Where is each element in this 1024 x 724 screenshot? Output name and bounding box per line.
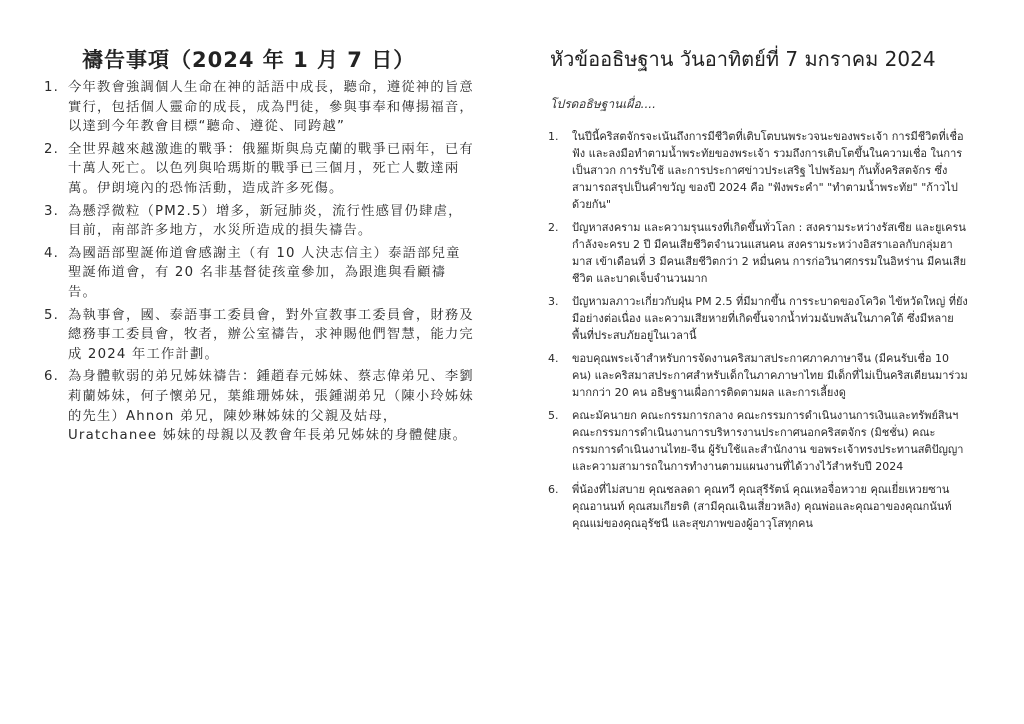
- list-item: [548, 293, 968, 344]
- list-item: [548, 128, 968, 213]
- list-item: [548, 350, 968, 401]
- item-text: 為國語部聖誕佈道會感謝主（有 10 人決志信主）泰語部兒童聖誕佈道會，有 20 名非基督徒孩童參加，為跟進與看顧禱告。: [68, 245, 461, 300]
- chinese-prayer-list: [44, 78, 474, 449]
- item-text: พี่น้องที่ไม่สบาย คุณชลลดา คุณทวี คุณสุรีรัตน์ คุณเหอจื่อหวาย คุณเยี่ยเหวยซาน คุณอานนท์ คุณสมเกียรติ (สามีคุณเฉินเสี่ยวหลิง) คุณพ่อและคุณอาของคุณกนันท์ คุณแม่ของคุณอุรัชนี และสุขภาพของผู้อาวุโสทุกคน: [572, 483, 952, 530]
- item-number: 4.: [548, 352, 559, 365]
- list-item: [44, 78, 474, 137]
- item-number: 5.: [548, 409, 559, 422]
- item-text: 為執事會，國、泰語事工委員會，對外宣教事工委員會，財務及總務事工委員會，牧者，辦公室禱告，求神賜他們智慧，能力完成 2024 年工作計劃。: [68, 307, 474, 362]
- item-number: 1.: [44, 80, 60, 95]
- item-number: 2.: [548, 221, 559, 234]
- list-item: [44, 202, 474, 241]
- item-text: 全世界越來越激進的戰爭：俄羅斯與烏克蘭的戰爭已兩年，已有十萬人死亡。以色列與哈瑪斯的戰爭已三個月，死亡人數達兩萬。伊朗境內的恐怖活動，造成許多死傷。: [68, 141, 474, 196]
- item-number: 3.: [44, 203, 60, 219]
- thai-prayer-list: [548, 128, 968, 538]
- item-text: 為懸浮微粒（PM2.5）增多，新冠肺炎，流行性感冒仍肆虐，目前，南部許多地方，水災所造成的損失禱告。: [68, 203, 463, 239]
- chinese-title: 禱告事項（2024 年 1 月 7 日）: [82, 48, 416, 72]
- item-text: ปัญหามลภาวะเกี่ยวกับฝุ่น PM 2.5 ที่มีมากขึ้น การระบาดของโควิด ไข้หวัดใหญ่ ที่ยังมีอย่างต่อเนื่อง และความเสียหายที่เกิดขึ้นจากน้ำท่วมฉับพลันในภาคใต้ ซึ่งมีหลายพื้นที่ประสบภัยอยู่ในเวลานี้: [572, 295, 968, 342]
- item-number: 6.: [44, 369, 60, 385]
- item-text: ปัญหาสงคราม และความรุนแรงที่เกิดขึ้นทั่วโลก : สงครามระหว่างรัสเซีย และยูเครน กำลังจะครบ 2 ปี มีคนเสียชีวิตจำนวนแสนคน สงครามระหว่างอิสราเอลกับกลุ่มฮามาส เข้าเดือนที่ 3 มีคนเสียชีวิตกว่า 2 หมื่นคน การก่อวินาศกรรมในอิหร่าน มีคนเสียชีวิต และบาดเจ็บจำนวนมาก: [572, 221, 967, 285]
- item-number: 1.: [548, 130, 559, 143]
- list-item: [44, 367, 474, 445]
- list-item: [548, 481, 968, 532]
- item-text: ในปีนี้คริสตจักรจะเน้นถึงการมีชีวิตที่เติบโตบนพระวจนะของพระเจ้า การมีชีวิตที่เชื่อฟัง และลงมือทำตามน้ำพระทัยของพระเจ้า รวมถึงการเติบโตขึ้นในความเชื่อ ในการเป็นสาวก การรับใช้ และการประกาศข่าวประเสริฐ ไปพร้อมๆ กันทั้งคริสตจักร ซึ่งสามารถสรุปเป็นคำขวัญ ของปี 2024 คือ "ฟังพระคำ" "ทำตามน้ำพระทัย" "ก้าวไปด้วยกัน": [572, 130, 964, 211]
- item-number: 5.: [44, 307, 60, 323]
- list-item: [44, 306, 474, 365]
- thai-subtitle: โปรดอธิษฐานเผื่อ....: [550, 97, 656, 111]
- item-number: 4.: [44, 245, 60, 261]
- item-number: 6.: [548, 483, 559, 496]
- item-text: คณะมัคนายก คณะกรรมการกลาง คณะกรรมการดำเนินงานการเงินและทรัพย์สินฯ คณะกรรมการดำเนินงานการบริหารงานประกาศนอกคริสตจักร (มิชชั่น) คณะกรรมการดำเนินงานไทย-จีน ผู้รับใช้และสำนักงาน ขอพระเจ้าทรงประทานสติปัญญา และความสามารถในการทำงานตามแผนงานที่ได้วางไว้สำหรับปี 2024: [572, 409, 964, 473]
- list-item: [548, 219, 968, 287]
- item-number: 2.: [44, 141, 60, 157]
- list-item: [548, 407, 968, 475]
- item-text: 今年教會強調個人生命在神的話語中成長，聽命，遵從神的旨意實行，包括個人靈命的成長，成為門徒，參與事奉和傳揚福音，以達到今年教會目標“聽命、遵從、同跨越”: [68, 80, 474, 135]
- item-text: ขอบคุณพระเจ้าสำหรับการจัดงานคริสมาสประกาศภาคภาษาจีน (มีคนรับเชื่อ 10 คน) และคริสมาสประกาศสำหรับเด็กในภาคภาษาไทย มีเด็กที่ไม่เป็นคริสเตียนมาร่วมมากกว่า 20 คน อธิษฐานเผื่อการติดตามผล และการเลี้ยงดู: [572, 352, 968, 399]
- list-item: [44, 140, 474, 199]
- thai-title: หัวข้ออธิษฐาน วันอาทิตย์ที่ 7 มกราคม 2024: [550, 47, 936, 71]
- list-item: [44, 244, 474, 303]
- item-number: 3.: [548, 295, 559, 308]
- item-text: 為身體軟弱的弟兄姊妹禱告：鍾趙春元姊妹、蔡志偉弟兄、李劉莉蘭姊妹，何子懷弟兄，葉維珊姊妹，張鍾湖弟兄（陳小玲姊妹的先生）Ahnon 弟兄，陳妙琳姊妹的父親及姑母，Uratchanee 姊妹的母親以及教會年長弟兄姊妹的身體健康。: [68, 369, 474, 444]
